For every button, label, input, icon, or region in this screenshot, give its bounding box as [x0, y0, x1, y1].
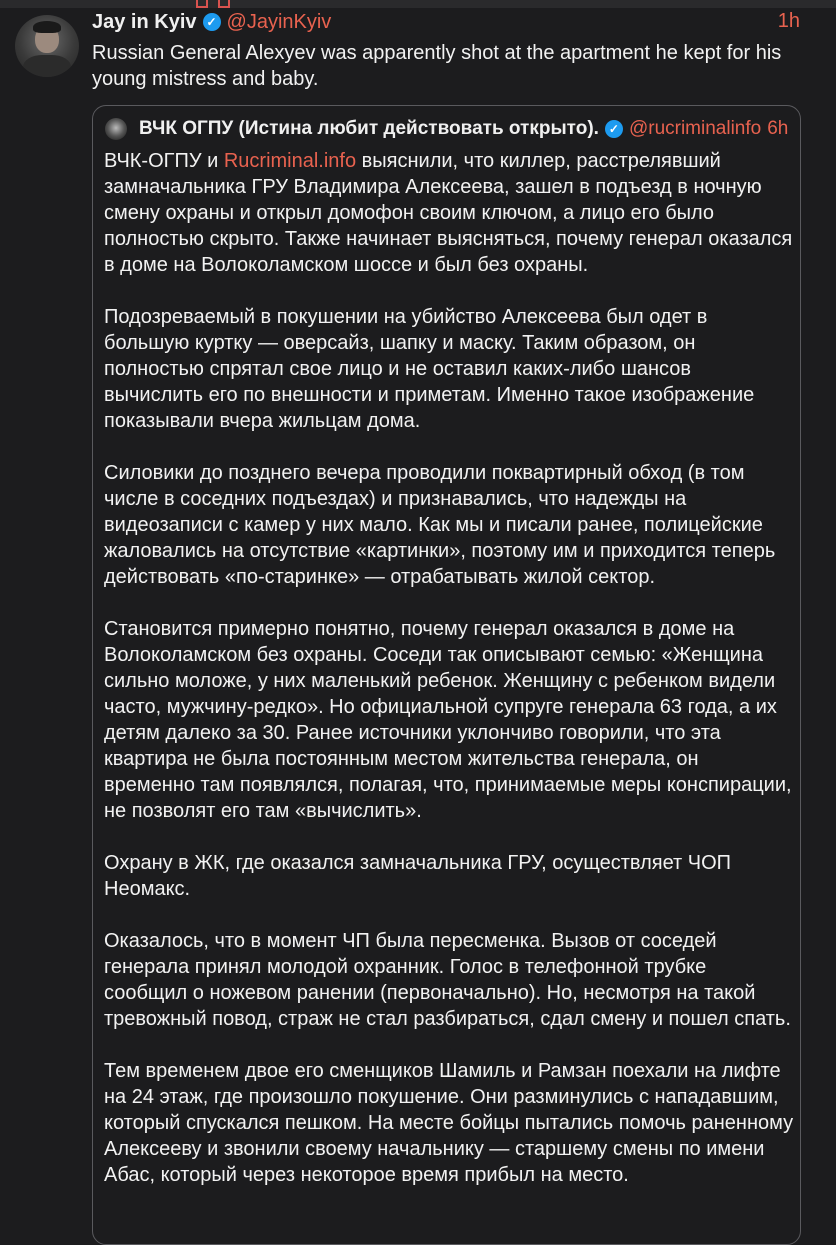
rucriminal-link[interactable]: Rucriminal.info — [223, 150, 357, 172]
quote-paragraph: Подозреваемый в покушении на убийство Алексеева был одет в большую куртку — оверсайз, шапку и маску. Таким образом, он полностью спрятал свое лицо и не оставил каких-либо шансов вычислить его по внешности и приметам. Именно такое изображение показывали вчера жильцам дома. — [104, 306, 755, 432]
quote-author-handle[interactable]: @rucriminalinfo — [628, 118, 762, 139]
verified-badge-icon: ✓ — [203, 13, 221, 31]
quoted-tweet[interactable] — [92, 105, 801, 1245]
quote-time[interactable]: 6h — [767, 118, 789, 139]
quote-text: выяснили, что киллер, расстрелявший замначальника ГРУ Владимира Алексеева, зашел в подъезд в ночную смену охраны и открыл домофон своим ключом, а лицо его было полностью скрыто. Также начинает выясняться, почему генерал оказался в доме на Волоколамском шоссе и был без охраны. — [104, 150, 793, 276]
quote-author-name[interactable]: ВЧК ОГПУ (Истина любит действовать открыто). — [139, 118, 599, 139]
quote-avatar[interactable] — [105, 118, 127, 140]
author-handle[interactable]: @JayinKyiv — [226, 10, 332, 33]
quote-paragraph: Тем временем двое его сменщиков Шамиль и Рамзан поехали на лифте на 24 этаж, где произошло покушение. Они разминулись с нападавшим, который спускался пешком. На месте бойцы пытались помочь раненному Алексееву и звонили своему начальнику — старшему смены по имени Абас, который через некоторое время прибыл на место. — [104, 1060, 794, 1186]
tweet-text: Russian General Alexyev was apparently shot at the apartment he kept for his young mistress and baby. — [92, 42, 782, 90]
quote-body — [104, 148, 794, 1214]
quote-paragraph: Силовики до позднего вечера проводили поквартирный обход (в том числе в соседних подъездах) и признавались, что надежды на видеозаписи с камер у них мало. Как мы и писали ранее, полицейские жаловались на отсутствие «картинки», поэтому им и приходится теперь действовать «по-старинке» — отрабатывать жилой сектор. — [104, 462, 776, 588]
quote-paragraph — [104, 148, 794, 278]
author-name[interactable]: Jay in Kyiv — [92, 10, 197, 33]
quote-paragraph: Оказалось, что в момент ЧП была пересменка. Вызов от соседей генерала принял молодой охранник. Голос в телефонной трубке сообщил о ножевом ранении (первоначально). Но, несмотря на такой тревожный повод, страж не стал разбираться, сдал смену и пошел спать. — [104, 930, 791, 1030]
quote-paragraph: Становится примерно понятно, почему генерал оказался в доме на Волоколамском без охраны. Соседи так описывают семью: «Женщина сильно моложе, у них маленький ребенок. Женщину с ребенком видели часто, мужчину-редко». Но официальной супруге генерала 63 года, а их детям далеко за 30. Ранее источники уклончиво говорили, что эта квартира не была постоянным местом жительства генерала, он временно там появлялся, полагая, что, принимаемые меры конспирации, не позволят его там «вычислить». — [104, 618, 792, 822]
quote-header — [105, 116, 788, 142]
quote-paragraph: Охрану в ЖК, где оказался замначальника ГРУ, осуществляет ЧОП Неомакс. — [104, 852, 732, 900]
verified-badge-icon: ✓ — [605, 120, 623, 138]
avatar[interactable] — [15, 15, 79, 77]
tweet-time[interactable]: 1h — [777, 10, 800, 32]
tweet-header — [92, 8, 331, 36]
quote-text: ВЧК-ОГПУ и — [104, 150, 224, 172]
